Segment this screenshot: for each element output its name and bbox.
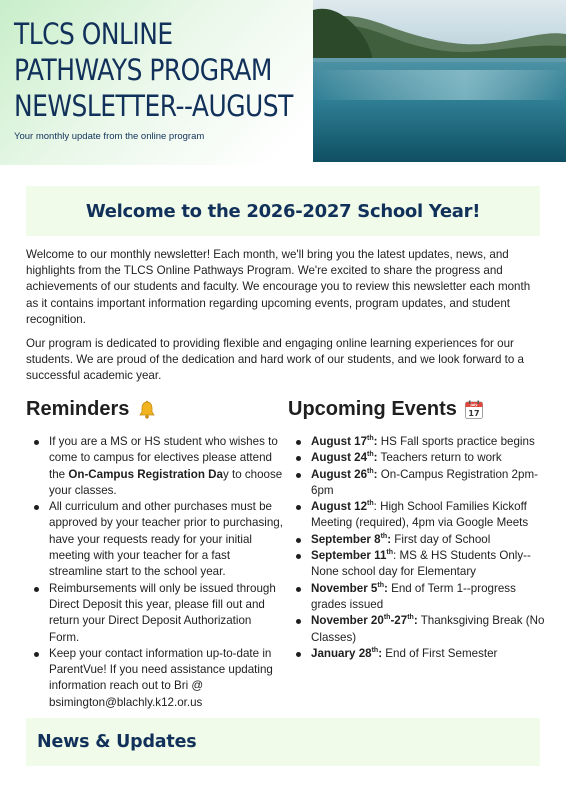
event-item: November 5th: End of Term 1--progress grades issued — [296, 581, 546, 614]
mission-paragraph: Our program is dedicated to providing flexible and engaging online learning experiences for our students. We are proud of the dedication and hard work of our students, and we look forward to a successful academic year. — [26, 337, 524, 383]
welcome-heading: Welcome to the 2026-2027 School Year! — [85, 200, 481, 222]
title-line: NEWSLETTER--AUGUST — [14, 89, 293, 123]
events-list — [296, 434, 546, 662]
event-item: November 20th-27th: Thanksgiving Break (No Classes) — [296, 613, 546, 646]
event-item: August 12th: High School Families Kickoff Meeting (required), 4pm via Google Meets — [296, 499, 546, 532]
newsletter-subtitle: Your monthly update from the online program — [14, 131, 205, 142]
bell-icon — [137, 400, 157, 420]
events-heading — [288, 398, 483, 421]
event-item: August 17th: HS Fall sports practice begins — [296, 434, 546, 450]
welcome-banner — [26, 186, 540, 236]
reminders-list — [34, 434, 284, 711]
news-banner — [26, 718, 540, 766]
event-item: September 8th: First day of School — [296, 532, 546, 548]
calendar-icon — [465, 400, 483, 419]
event-item: January 28th: End of First Semester — [296, 646, 546, 662]
event-item: August 24th: Teachers return to work — [296, 450, 546, 466]
lake-landscape-image — [313, 0, 566, 162]
news-heading: News & Updates — [37, 732, 197, 752]
calendar-day: 17 — [468, 409, 480, 419]
reminder-item: All curriculum and other purchases must be approved by your teacher prior to purchasing, have your requests ready for your initial meeting with your teacher for a fast streamline start to the school year. — [34, 499, 284, 580]
reminders-title: Reminders — [26, 398, 130, 420]
title-line: PATHWAYS PROGRAM — [14, 53, 272, 87]
reminders-heading — [26, 398, 157, 421]
event-item: August 26th: On-Campus Registration 2pm-6pm — [296, 467, 546, 500]
title-line: TLCS ONLINE — [14, 17, 173, 51]
newsletter-title — [14, 16, 293, 124]
reminder-item: Reimbursements will only be issued through Direct Deposit this year, please fill out and return your Direct Deposit Authorization Form. — [34, 581, 284, 646]
event-item: September 11th: MS & HS Students Only--None school day for Elementary — [296, 548, 546, 581]
reminder-item: If you are a MS or HS student who wishes to come to campus for electives please attend the On-Campus Registration Day to choose your classes. — [34, 434, 284, 499]
intro-paragraph: Welcome to our monthly newsletter! Each month, we'll bring you the latest updates, news, and highlights from the TLCS Online Pathways Program. We're excited to share the progress and achievements of our students and faculty. We encourage you to review this newsletter each month as it contains important information regarding upcoming events, program updates, and student recognition. — [26, 248, 531, 326]
calendar-month: July — [470, 403, 478, 408]
events-title: Upcoming Events — [288, 398, 457, 420]
reminder-item: Keep your contact information up-to-date in ParentVue! If you need assistance updating information reach out to Bri @ bsimington@blachly.k12.or.us — [34, 646, 284, 711]
